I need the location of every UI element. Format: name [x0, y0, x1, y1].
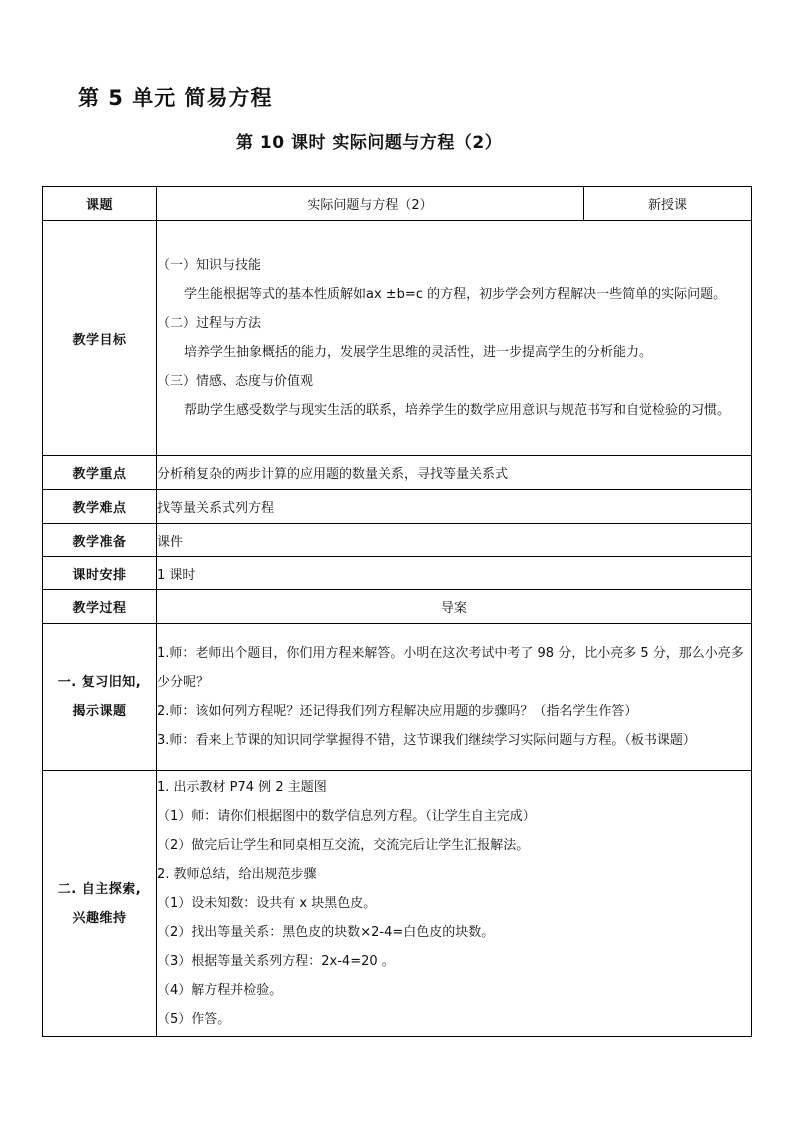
- row-goals: [43, 221, 752, 456]
- step-2-label: [43, 771, 157, 1037]
- step-2-line: （1）设未知数：设共有 x 块黑色皮。: [157, 896, 377, 911]
- goals-section-2-title: （二）过程与方法: [157, 316, 262, 331]
- topic-label: 课题: [43, 187, 157, 221]
- step-2-line: （4）解方程并检验。: [157, 983, 283, 998]
- step-2-line: 1. 出示教材 P74 例 2 主题图: [157, 780, 327, 795]
- goals-section-2-text: 培养学生抽象概括的能力，发展学生思维的灵活性，进一步提高学生的分析能力。: [184, 345, 653, 360]
- step-1-line: 1.师：老师出个题目，你们用方程来解答。小明在这次考试中考了 98 分，比小亮多 5 分，那么小亮多少分呢？: [157, 646, 744, 690]
- lesson-plan-table: [42, 186, 752, 1037]
- row-difficulty: [43, 490, 752, 524]
- topic-value: 实际问题与方程（2）: [157, 187, 584, 221]
- goals-content: [157, 221, 752, 456]
- step-2-line: 2. 教师总结，给出规范步骤: [157, 867, 317, 882]
- row-hours: [43, 557, 752, 590]
- row-key-points: [43, 456, 752, 490]
- prep-label: 教学准备: [43, 524, 157, 557]
- step-1-label: [43, 624, 157, 771]
- hours-label: 课时安排: [43, 557, 157, 590]
- goals-section-1-text: 学生能根据等式的基本性质解如ax ±b=c 的方程，初步学会列方程解决一些简单的实际问题。: [184, 287, 727, 302]
- key-value: 分析稍复杂的两步计算的应用题的数量关系，寻找等量关系式: [157, 456, 752, 490]
- unit-title: 第 5 单元 简易方程: [78, 86, 273, 110]
- row-topic: [43, 187, 752, 221]
- step-1-line: 2.师：该如何列方程呢？还记得我们列方程解决应用题的步骤吗？（指名学生作答）: [157, 704, 638, 719]
- step-2-label-line-2: 兴趣维持: [72, 910, 127, 926]
- step-1-content: [157, 624, 752, 771]
- step-2-line: （1）师：请你们根据图中的数学信息列方程。（让学生自主完成）: [157, 809, 536, 824]
- step-2-content: [157, 771, 752, 1037]
- row-step-2: [43, 771, 752, 1037]
- class-type: 新授课: [584, 187, 752, 221]
- step-2-label-line-1: 二. 自主探索,: [57, 881, 142, 897]
- row-preparation: [43, 524, 752, 557]
- goals-section-3-title: （三）情感、态度与价值观: [157, 374, 314, 389]
- key-label: 教学重点: [43, 456, 157, 490]
- prep-value: 课件: [157, 524, 752, 557]
- process-value: 导案: [157, 590, 752, 624]
- row-process: [43, 590, 752, 624]
- goals-section-3-text: 帮助学生感受数学与现实生活的联系，培养学生的数学应用意识与规范书写和自觉检验的习惯。: [184, 403, 731, 418]
- difficulty-value: 找等量关系式列方程: [157, 490, 752, 524]
- step-2-line: （3）根据等量关系列方程：2x-4=20 。: [157, 954, 395, 969]
- lesson-title: 第 10 课时 实际问题与方程（2）: [236, 133, 503, 153]
- step-2-line: （5）作答。: [157, 1012, 231, 1027]
- step-1-label-line-2: 揭示课题: [72, 704, 127, 719]
- step-2-line: （2）做完后让学生和同桌相互交流，交流完后让学生汇报解法。: [157, 838, 530, 853]
- step-1-label-line-1: 一. 复习旧知,: [57, 675, 142, 690]
- goals-section-1-title: （一）知识与技能: [157, 258, 262, 273]
- difficulty-label: 教学难点: [43, 490, 157, 524]
- row-step-1: [43, 624, 752, 771]
- process-label: 教学过程: [43, 590, 157, 624]
- goals-label: 教学目标: [43, 221, 157, 456]
- hours-value: 1 课时: [157, 557, 752, 590]
- step-2-line: （2）找出等量关系：黑色皮的块数×2-4=白色皮的块数。: [157, 925, 495, 940]
- step-1-line: 3.师：看来上节课的知识同学掌握得不错，这节课我们继续学习实际问题与方程。（板书课题）: [157, 733, 696, 748]
